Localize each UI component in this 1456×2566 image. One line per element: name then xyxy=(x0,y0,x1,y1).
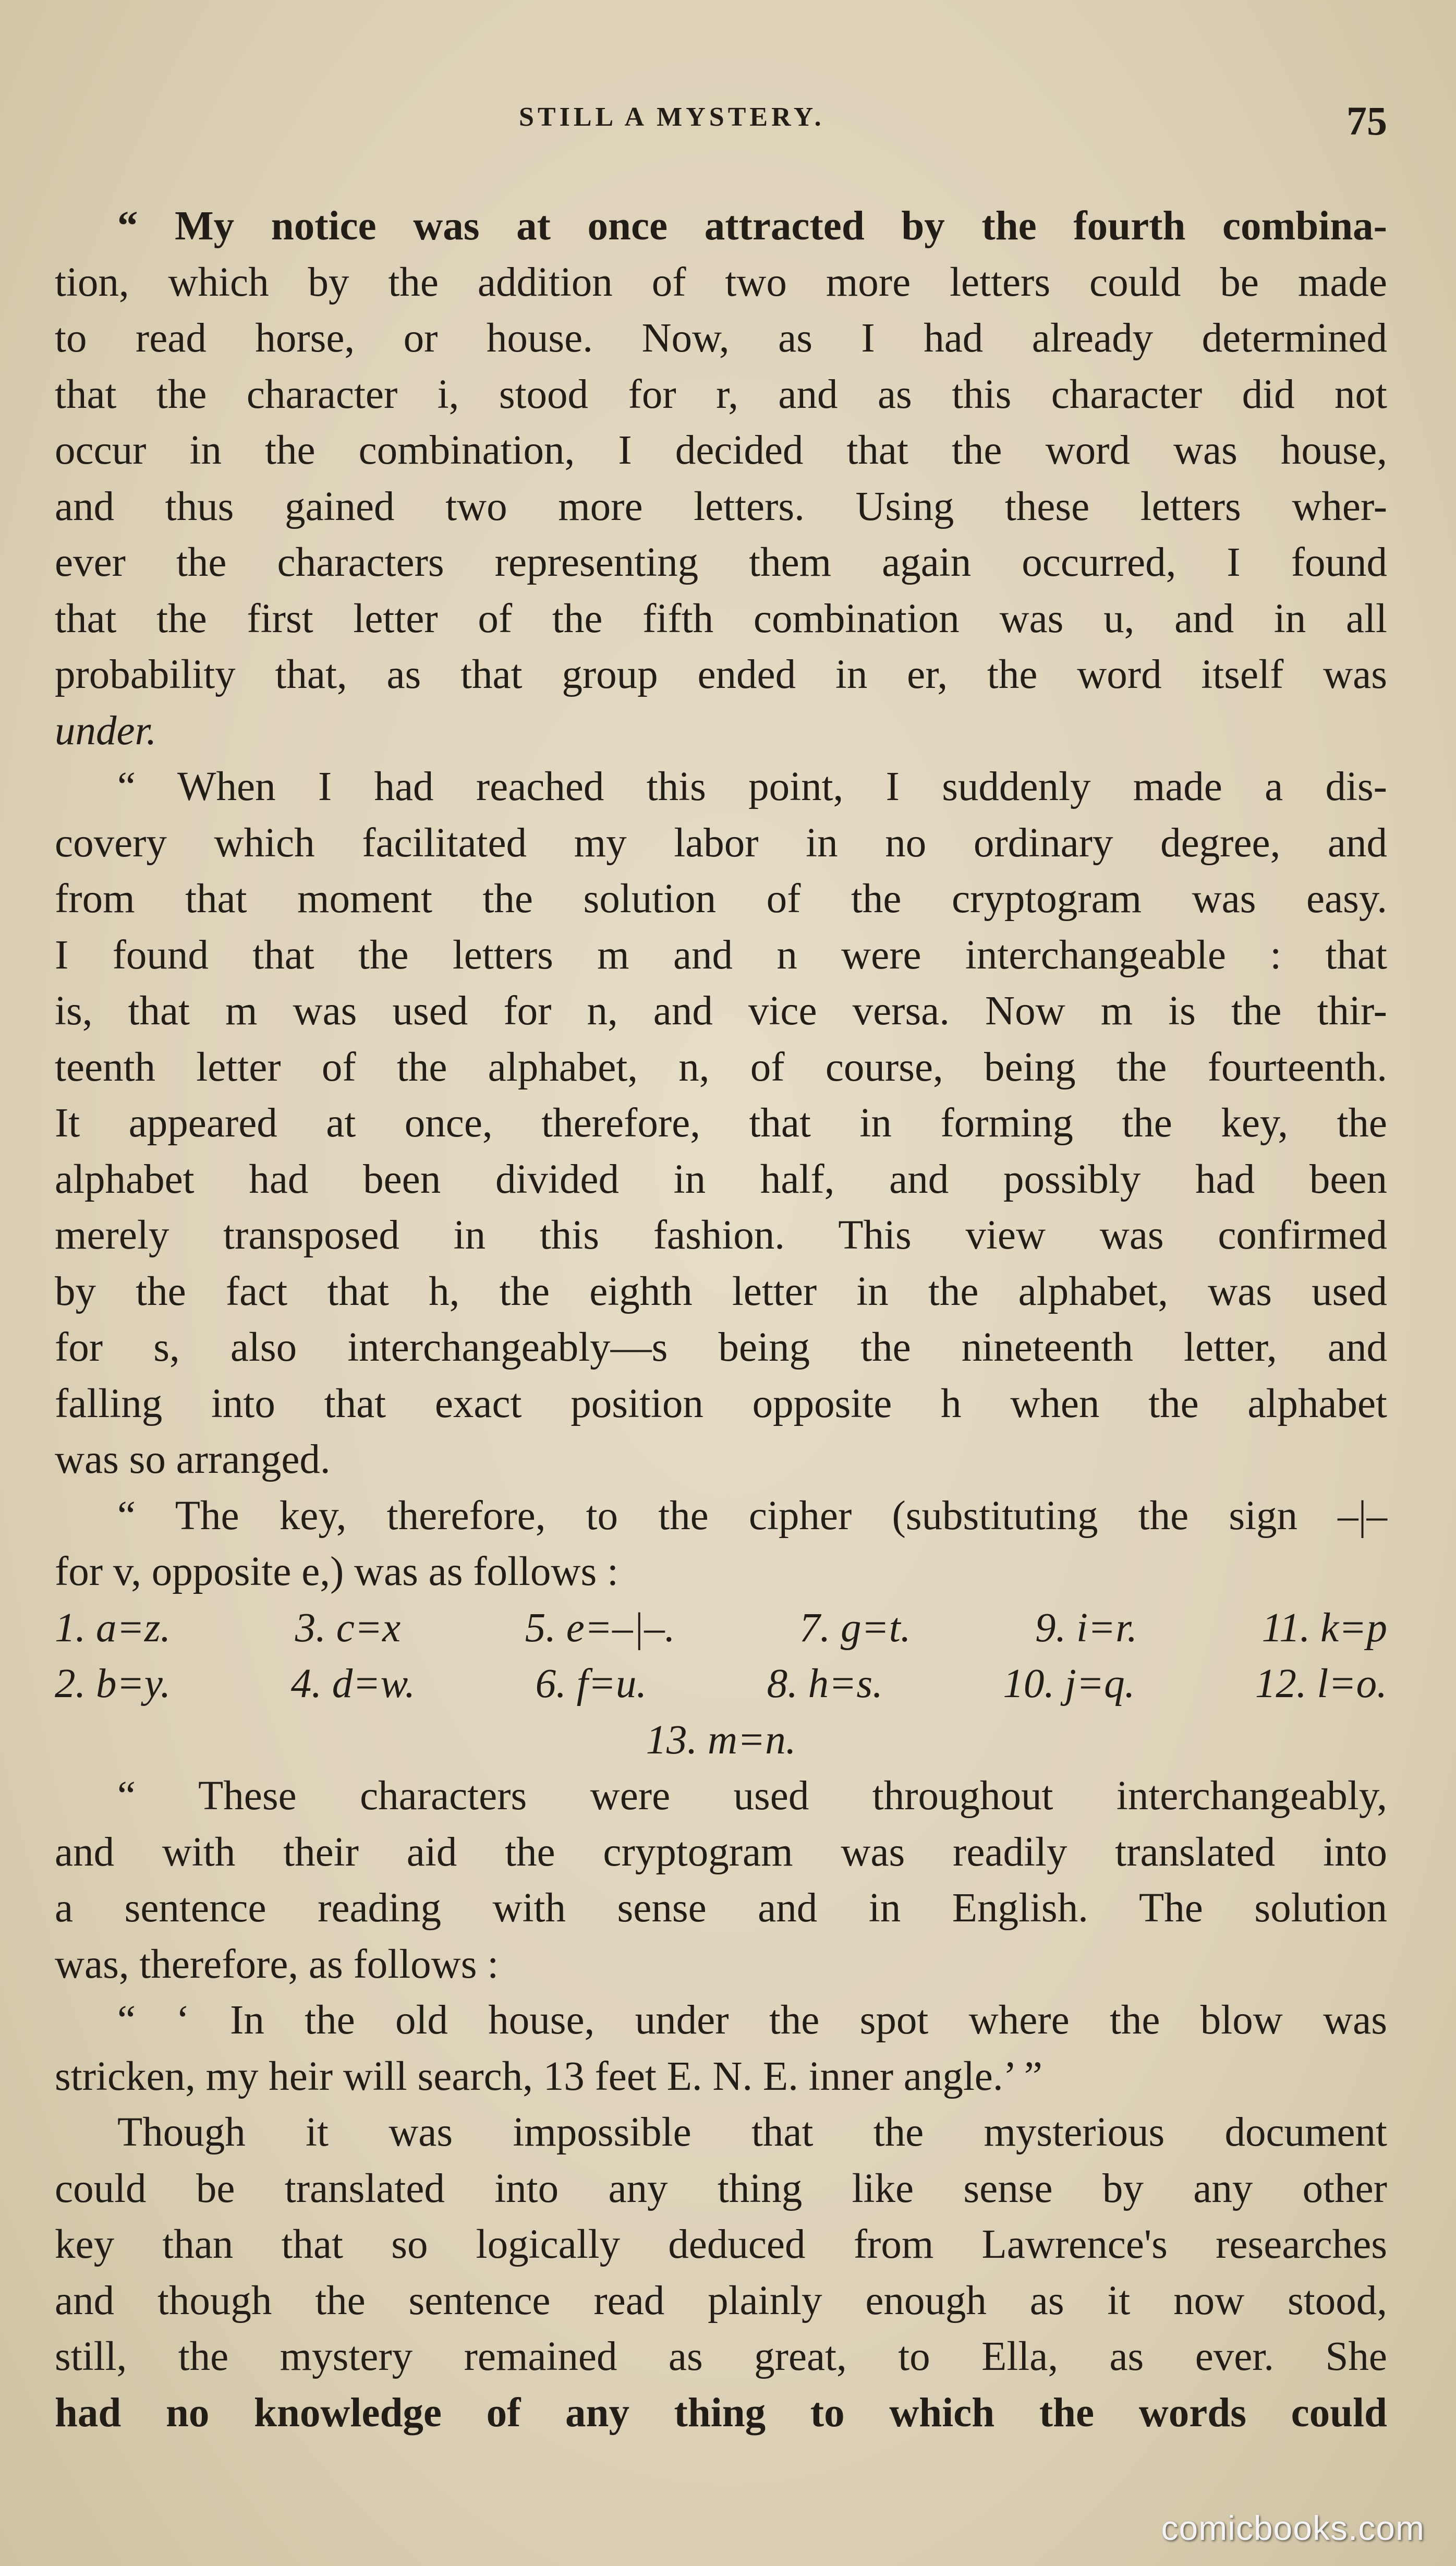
text-line: ever the characters representing them again occurred, I found xyxy=(55,540,1387,585)
text-line: alphabet had been divided in half, and possibly had been xyxy=(55,1156,1387,1202)
text-line: and with their aid the cryptogram was readily translated into xyxy=(55,1829,1387,1875)
text-line: and though the sentence read plainly enough as it now stood, xyxy=(55,2278,1387,2323)
cipher-key-entry: 4. d=w. xyxy=(290,1661,416,1706)
text-line: a sentence reading with sense and in English. The solution xyxy=(55,1885,1387,1931)
text-line: stricken, my heir will search, 13 feet E. N. E. inner angle.’ ” xyxy=(55,2053,1042,2099)
cipher-key-table xyxy=(55,1600,1387,1769)
cipher-key-entry: 8. h=s. xyxy=(767,1661,883,1706)
text-line: was, therefore, as follows : xyxy=(55,1941,499,1987)
text-line: from that moment the solution of the cryptogram was easy. xyxy=(55,876,1387,922)
text-line: Though it was impossible that the mysterious document xyxy=(117,2110,1387,2155)
text-line: merely transposed in this fashion. This view was confirmed xyxy=(55,1213,1387,1258)
text-line: “ These characters were used throughout interchangeably, xyxy=(117,1773,1387,1819)
cipher-key-entry: 6. f=u. xyxy=(535,1661,647,1706)
text-line: occur in the combination, I decided that the word was house, xyxy=(55,428,1387,473)
text-line: is, that m was used for n, and vice versa. Now m is the thir- xyxy=(55,988,1387,1034)
text-line: “ My notice was at once attracted by the fourth combina- xyxy=(117,203,1387,249)
cipher-key-entry: 10. j=q. xyxy=(1003,1661,1135,1706)
cipher-key-row xyxy=(55,1656,1387,1712)
cipher-key-entry: 2. b=y. xyxy=(55,1661,171,1706)
text-line: had no knowledge of any thing to which the words could xyxy=(55,2390,1387,2436)
text-line: was so arranged. xyxy=(55,1437,331,1482)
text-line: for s, also interchangeably—s being the nineteenth letter, and xyxy=(55,1325,1387,1370)
text-line: and thus gained two more letters. Using these letters wher- xyxy=(55,483,1387,529)
paragraph-5 xyxy=(55,1992,1387,2104)
paragraph-6 xyxy=(55,2104,1387,2441)
text-line: tion, which by the addition of two more letters could be made xyxy=(55,259,1387,305)
paragraph-2 xyxy=(55,759,1387,1488)
text-line: could be translated into any thing like sense by any other xyxy=(55,2165,1387,2211)
text-line: “ When I had reached this point, I suddenly made a dis- xyxy=(117,764,1387,809)
running-title: STILL A MYSTERY. xyxy=(519,102,825,132)
text-line: to read horse, or house. Now, as I had already determined xyxy=(55,316,1387,361)
paragraph-4 xyxy=(55,1768,1387,1992)
text-line: by the fact that h, the eighth letter in the alphabet, was used xyxy=(55,1268,1387,1314)
text-line: teenth letter of the alphabet, n, of course, being the fourteenth. xyxy=(55,1044,1387,1090)
cipher-key-entry: 5. e=‒|‒. xyxy=(525,1605,675,1651)
cipher-key-entry: 12. l=o. xyxy=(1255,1661,1387,1706)
text-line: that the first letter of the fifth combination was u, and in all xyxy=(55,596,1387,641)
cipher-key-entry: 3. c=x xyxy=(295,1605,401,1651)
watermark-logo: comicbooks.com xyxy=(1161,2509,1425,2547)
page-number: 75 xyxy=(1346,98,1387,143)
cipher-key-entry: 13. m=n. xyxy=(646,1717,796,1763)
text-line: that the character i, stood for r, and as this character did not xyxy=(55,371,1387,417)
cipher-key-entry: 9. i=r. xyxy=(1035,1605,1137,1651)
text-line: still, the mystery remained as great, to Ella, as ever. She xyxy=(55,2334,1387,2379)
cipher-key-entry: 11. k=p xyxy=(1261,1605,1387,1651)
cipher-key-row xyxy=(55,1600,1387,1656)
text-line: covery which facilitated my labor in no ordinary degree, and xyxy=(55,820,1387,866)
cipher-key-entry: 1. a=z. xyxy=(55,1605,171,1651)
text-line: falling into that exact position opposite h when the alphabet xyxy=(55,1381,1387,1426)
page-header xyxy=(55,98,1387,143)
paragraph-3 xyxy=(55,1488,1387,1600)
body-text xyxy=(55,198,1387,2441)
paragraph-1 xyxy=(55,198,1387,759)
text-line: “ ‘ In the old house, under the spot where the blow was xyxy=(117,1998,1387,2043)
text-line: for v, opposite e,) was as follows : xyxy=(55,1549,618,1594)
text-line: under. xyxy=(55,708,157,754)
text-line: I found that the letters m and n were interchangeable : that xyxy=(55,932,1387,978)
cipher-key-entry: 7. g=t. xyxy=(799,1605,911,1651)
text-line: It appeared at once, therefore, that in forming the key, the xyxy=(55,1100,1387,1146)
text-line: probability that, as that group ended in er, the word itself was xyxy=(55,652,1387,697)
text-line: key than that so logically deduced from Lawrence's researches xyxy=(55,2222,1387,2267)
text-line: “ The key, therefore, to the cipher (substituting the sign ‒|‒ xyxy=(117,1493,1387,1539)
